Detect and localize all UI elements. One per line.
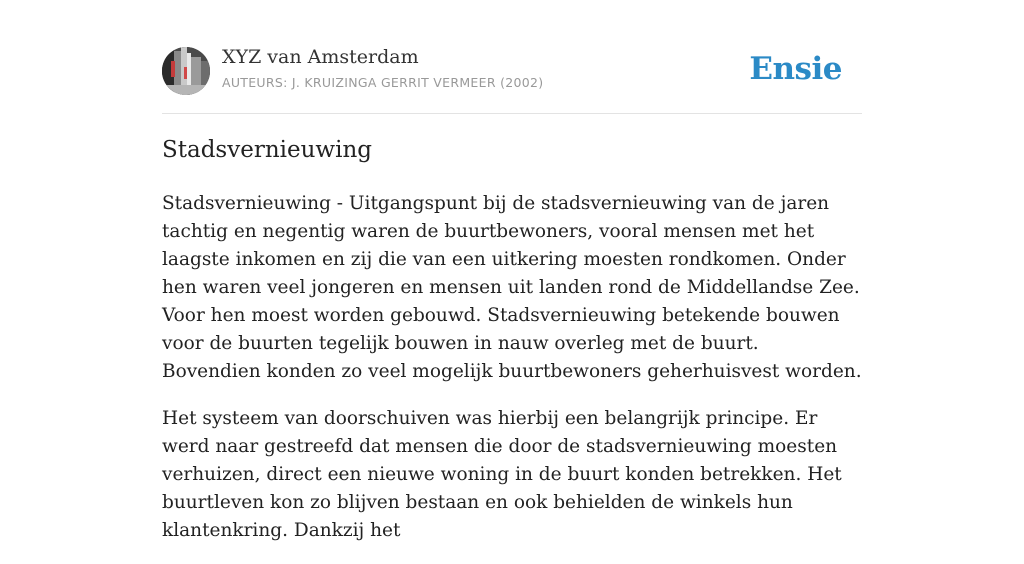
article-body (162, 190, 862, 564)
ensie-logo[interactable]: Ensie (749, 51, 842, 87)
header-divider (162, 113, 862, 114)
article-paragraph: Stadsvernieuwing - Uitgangspunt bij de stadsvernieuwing van de jaren tachtig en negentig waren de buurtbewoners, vooral mensen met het laagste inkomen en zij die van een uitkering moesten rondkomen. Onder hen waren veel jongeren en mensen uit landen rond de Middellandse Zee. Voor hen moest worden gebouwd. Stadsvernieuwing betekende bouwen voor de buurten tegelijk bouwen in nauw overleg met de buurt. Bovendien konden zo veel mogelijk buurtbewoners geherhuisvest worden. (162, 193, 862, 382)
article-paragraph: Het systeem van doorschuiven was hierbij een belangrijk principe. Er werd naar gestreefd dat mensen die door de stadsvernieuwing moesten verhuizen, direct een nieuwe woning in de buurt konden betrekken. Het buurtleven kon zo blijven bestaan en ook behielden de winkels hun klantenkring. Dankzij het (162, 408, 842, 541)
book-title[interactable]: XYZ van Amsterdam (222, 46, 419, 68)
page-title: Stadsvernieuwing (162, 137, 373, 163)
street-photo-icon (162, 47, 210, 95)
article-header (162, 46, 862, 96)
authors-line: AUTEURS: J. KRUIZINGA GERRIT VERMEER (2002) (222, 75, 544, 90)
book-cover-thumbnail[interactable] (162, 47, 210, 95)
